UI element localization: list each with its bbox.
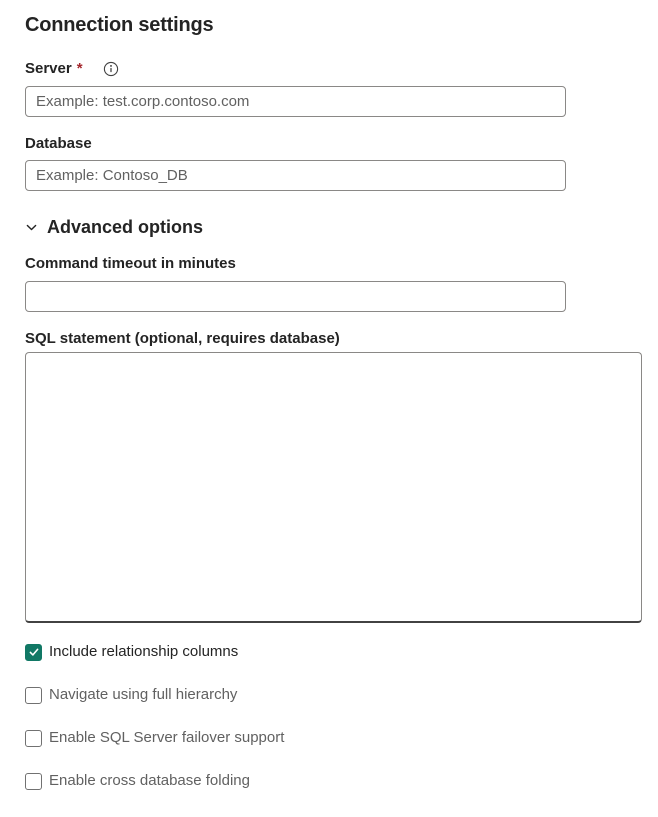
checkbox-label[interactable]: Enable cross database folding (49, 772, 250, 789)
database-label: Database (25, 135, 92, 152)
server-input[interactable] (25, 86, 566, 117)
chevron-down-icon (25, 221, 38, 234)
checkbox[interactable] (25, 687, 42, 704)
checkbox[interactable] (25, 773, 42, 790)
server-label: Server (25, 60, 72, 77)
sql-statement-label: SQL statement (optional, requires database) (25, 330, 340, 347)
sql-statement-textarea[interactable] (25, 352, 642, 623)
page-title: Connection settings (25, 14, 214, 36)
checkbox-row-include-relationship-columns[interactable] (25, 642, 642, 662)
checkbox[interactable] (25, 730, 42, 747)
command-timeout-input[interactable] (25, 281, 566, 312)
checkbox[interactable] (25, 644, 42, 661)
checkbox-label[interactable]: Enable SQL Server failover support (49, 729, 285, 746)
required-asterisk: * (76, 60, 83, 77)
command-timeout-label: Command timeout in minutes (25, 255, 236, 272)
check-icon (28, 646, 40, 658)
checkbox-row-navigate-full-hierarchy[interactable] (25, 685, 642, 705)
advanced-options-label: Advanced options (47, 217, 204, 237)
checkbox-row-sql-failover-support[interactable] (25, 728, 642, 748)
database-input[interactable] (25, 160, 566, 191)
info-icon[interactable] (103, 61, 119, 77)
advanced-options-toggle[interactable] (25, 215, 642, 239)
checkbox-label[interactable]: Include relationship columns (49, 643, 239, 660)
checkbox-row-cross-database-folding[interactable] (25, 771, 642, 791)
checkbox-label[interactable]: Navigate using full hierarchy (49, 686, 238, 703)
server-label-row (25, 59, 642, 79)
